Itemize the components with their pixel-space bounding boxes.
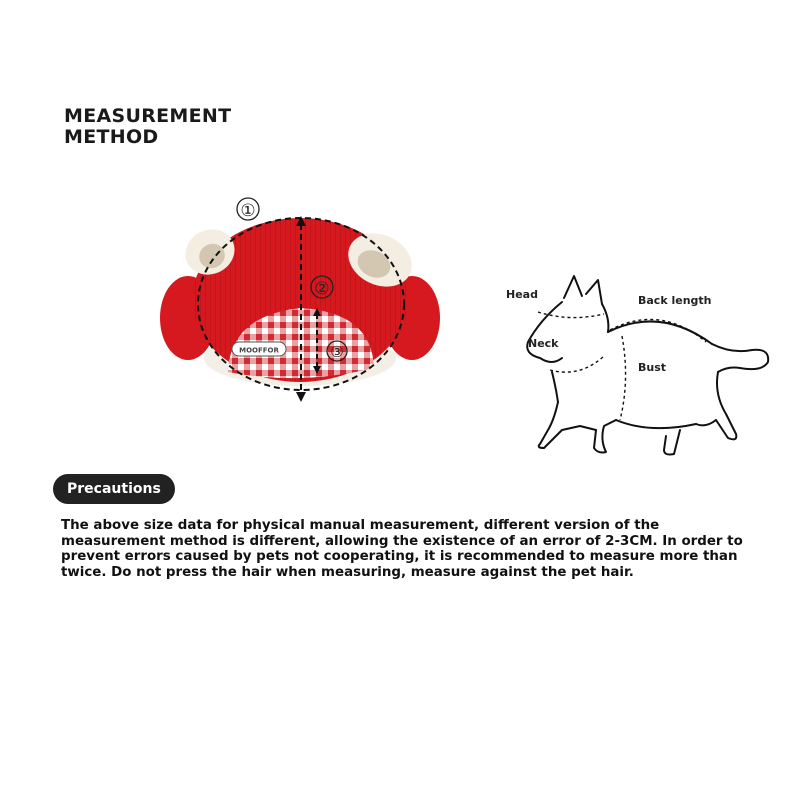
hat-illustration xyxy=(160,190,440,410)
precautions-text: The above size data for physical manual measurement, different version of the measurement method is different, allowing the existence of an error of 2-3CM. In order to prevent errors caused by pets not cooperating, it is recommended to measure more than twice. Do not press the hair when measuring, measure against the pet hair. xyxy=(61,518,743,580)
hat-svg xyxy=(160,190,440,410)
title-line-1: MEASUREMENT xyxy=(64,105,232,127)
label-bust: Bust xyxy=(638,361,667,374)
bust-measure-line xyxy=(620,336,626,420)
marker-1-text: ① xyxy=(240,201,256,221)
marker-2-text: ② xyxy=(314,279,330,299)
neck-measure-line xyxy=(550,356,604,372)
brand-tag-text: MOOFFOR xyxy=(239,346,279,355)
precautions-badge: Precautions xyxy=(53,474,175,504)
label-head: Head xyxy=(506,288,538,301)
title-line-2: METHOD xyxy=(64,126,159,148)
label-neck: Neck xyxy=(528,337,559,350)
label-back-length: Back length xyxy=(638,294,712,307)
cat-diagram xyxy=(500,270,780,460)
page-title xyxy=(64,106,231,148)
marker-3-text: ③ xyxy=(330,343,344,361)
